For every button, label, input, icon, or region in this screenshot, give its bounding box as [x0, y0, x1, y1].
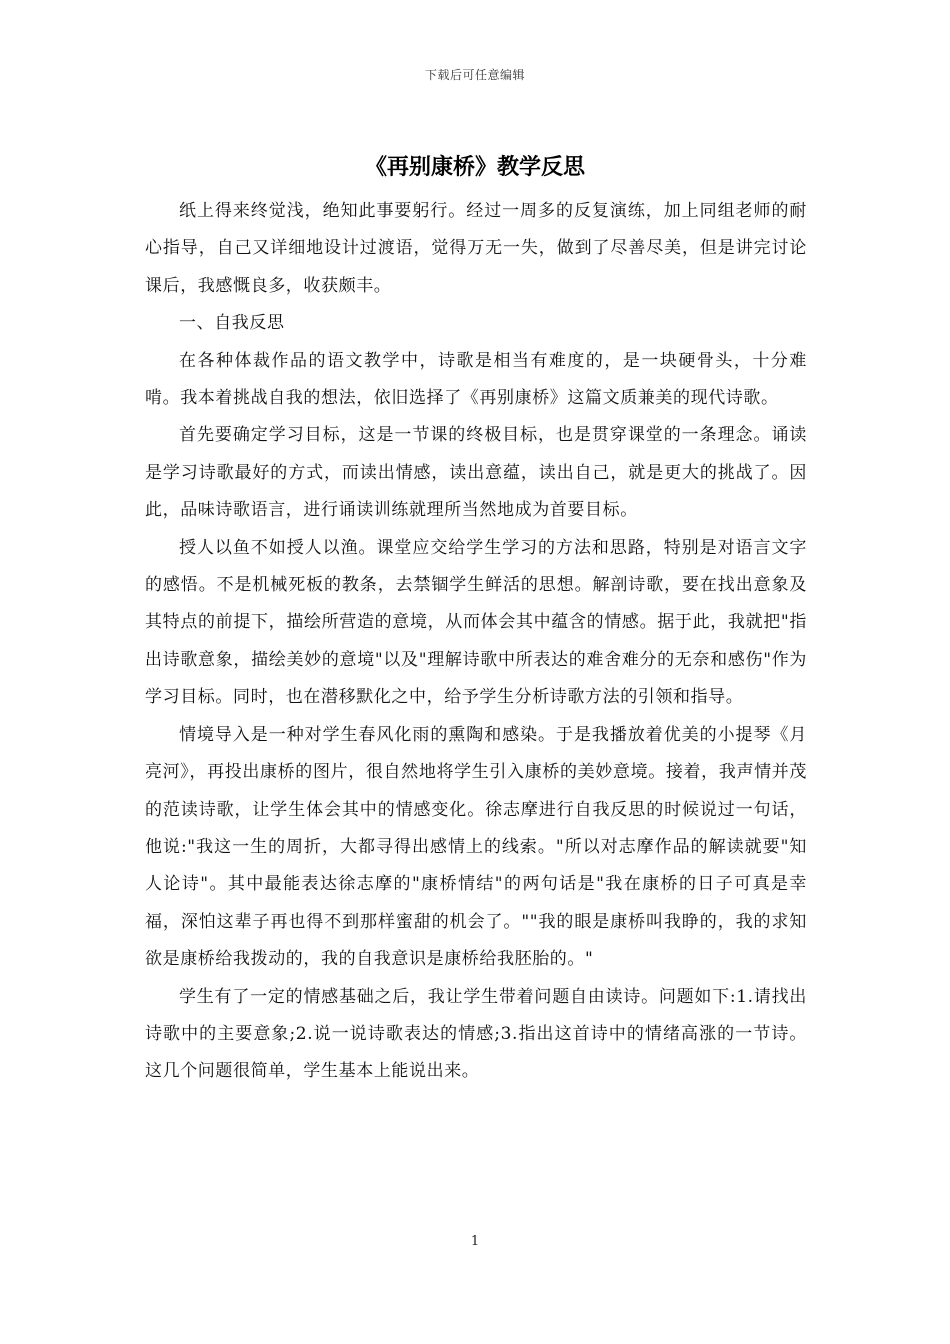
page-header: 下载后可任意编辑	[424, 68, 525, 82]
paragraph-situational-intro: 情境导入是一种对学生春风化雨的熏陶和感染。于是我播放着优美的小提琴《月亮河》，再投出康桥的图片，很自然地将学生引入康桥的美妙意境。接着，我声情并茂的范读诗歌，让学生体会其中的情感变化。徐志摩进行自我反思的时候说过一句话，他说:"我这一生的周折，大都寻得出感情上的线索。"所以对志摩作品的解读就要"知人论诗"。其中最能表达徐志摩的"康桥情结"的两句话是"我在康桥的日子可真是幸福，深怕这辈子再也得不到那样蜜甜的机会了。""我的眼是康桥叫我睁的，我的求知欲是康桥给我拨动的，我的自我意识是康桥给我胚胎的。"	[145, 724, 807, 970]
paragraph-learning-goals: 首先要确定学习目标，这是一节课的终极目标，也是贯穿课堂的一条理念。诵读是学习诗歌最好的方式，而读出情感，读出意蕴，读出自己，就是更大的挑战了。因此，品味诗歌语言，进行诵读训练就理所当然地成为首要目标。	[145, 425, 807, 521]
document-title: 《再别康桥》教学反思	[364, 155, 585, 180]
paragraph-questions: 学生有了一定的情感基础之后，我让学生带着问题自由读诗。问题如下:1.请找出诗歌中的主要意象;2.说一说诗歌表达的情感;3.指出这首诗中的情绪高涨的一节诗。这几个问题很简单，学生基本上能说出来。	[145, 986, 807, 1082]
section-heading-self-reflection: 一、自我反思	[179, 313, 285, 334]
paragraph-intro: 纸上得来终觉浅，绝知此事要躬行。经过一周多的反复演练，加上同组老师的耐心指导，自己又详细地设计过渡语，觉得万无一失，做到了尽善尽美，但是讲完讨论课后，我感慨良多，收获颇丰。	[145, 201, 807, 296]
paragraph-poetry-difficulty: 在各种体裁作品的语文教学中，诗歌是相当有难度的，是一块硬骨头，十分难啃。我本着挑战自我的想法，依旧选择了《再别康桥》这篇文质兼美的现代诗歌。	[145, 350, 807, 409]
page-number: 1	[470, 1234, 480, 1249]
paragraph-teaching-method: 授人以鱼不如授人以渔。课堂应交给学生学习的方法和思路，特别是对语言文字的感悟。不是机械死板的教条，去禁锢学生鲜活的思想。解剖诗歌，要在找出意象及其特点的前提下，描绘所营造的意境，从而体会其中蕴含的情感。据于此，我就把"指出诗歌意象，描绘美妙的意境"以及"理解诗歌中所表达的难舍难分的无奈和感伤"作为学习目标。同时，也在潜移默化之中，给予学生分析诗歌方法的引领和指导。	[145, 537, 807, 708]
document-body	[145, 193, 807, 1091]
